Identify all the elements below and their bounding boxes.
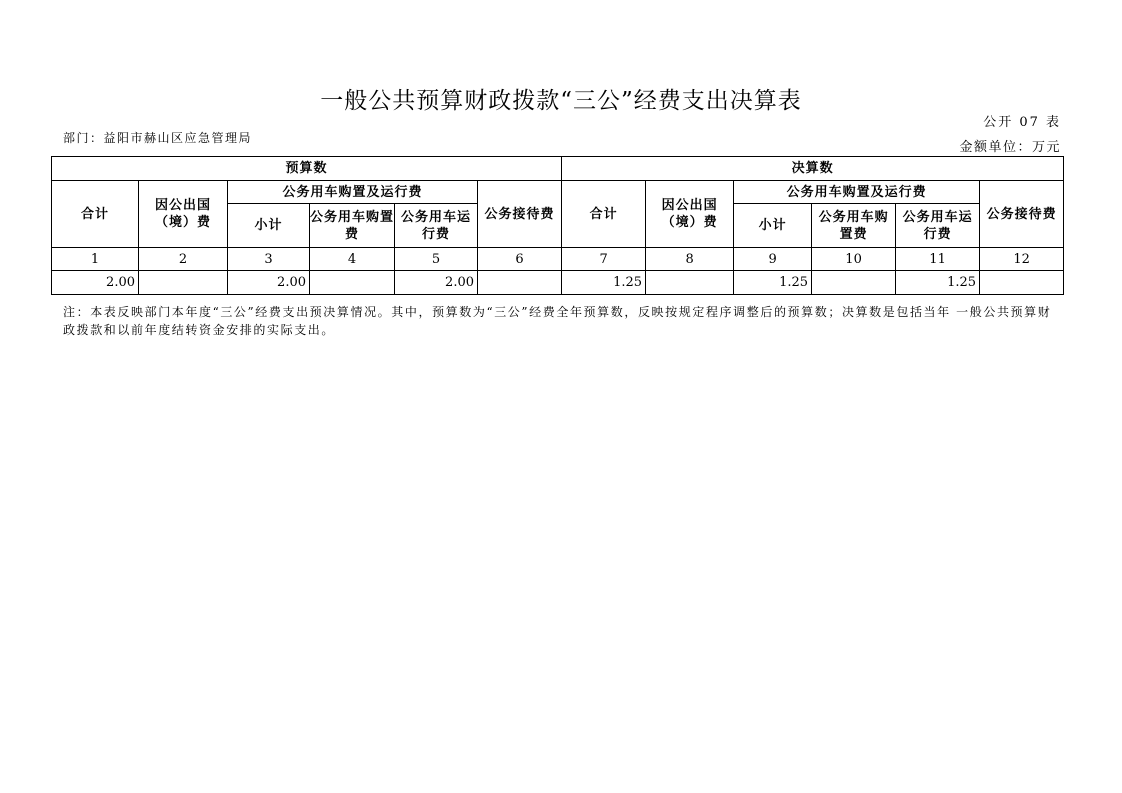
expense-table [51, 156, 1064, 295]
index-cell: 5 [395, 248, 478, 271]
index-cell: 7 [562, 248, 646, 271]
data-cell: 1.25 [734, 271, 812, 295]
header-final-group: 决算数 [562, 157, 1064, 181]
data-cell: 1.25 [562, 271, 646, 295]
header-final-vehicle-group: 公务用车购置及运行费 [734, 181, 980, 204]
data-cell [980, 271, 1064, 295]
data-cell: 2.00 [228, 271, 310, 295]
header-budget-vehicle-purchase: 公务用车购置费 [310, 204, 395, 248]
header-budget-vehicle-operation: 公务用车运行费 [395, 204, 478, 248]
header-final-total: 合计 [562, 181, 646, 248]
header-budget-vehicle-group: 公务用车购置及运行费 [228, 181, 478, 204]
department-label: 部门：益阳市赫山区应急管理局 [63, 131, 253, 145]
header-budget-subtotal: 小计 [228, 204, 310, 248]
data-cell: 2.00 [395, 271, 478, 295]
index-row [52, 248, 1064, 271]
data-cell: 2.00 [52, 271, 139, 295]
header-budget-group: 预算数 [52, 157, 562, 181]
amount-unit-label: 金额单位：万元 [959, 140, 1061, 155]
index-cell: 12 [980, 248, 1064, 271]
data-cell [812, 271, 896, 295]
header-budget-total: 合计 [52, 181, 139, 248]
header-budget-abroad: 因公出国（境）费 [139, 181, 228, 248]
index-cell: 1 [52, 248, 139, 271]
index-cell: 3 [228, 248, 310, 271]
header-final-subtotal: 小计 [734, 204, 812, 248]
header-budget-reception: 公务接待费 [478, 181, 562, 248]
index-cell: 6 [478, 248, 562, 271]
data-cell [310, 271, 395, 295]
index-cell: 8 [646, 248, 734, 271]
index-cell: 11 [896, 248, 980, 271]
header-final-reception: 公务接待费 [980, 181, 1064, 248]
data-row [52, 271, 1064, 295]
form-number: 公开 07 表 [983, 115, 1061, 130]
data-cell [478, 271, 562, 295]
index-cell: 2 [139, 248, 228, 271]
data-cell [139, 271, 228, 295]
index-cell: 9 [734, 248, 812, 271]
data-cell: 1.25 [896, 271, 980, 295]
header-final-abroad: 因公出国（境）费 [646, 181, 734, 248]
header-final-vehicle-operation: 公务用车运行费 [896, 204, 980, 248]
index-cell: 4 [310, 248, 395, 271]
footnote: 注：本表反映部门本年度“三公”经费支出预决算情况。其中，预算数为“三公”经费全年预算数，反映按规定程序调整后的预算数；决算数是包括当年 一般公共预算财政拨款和以前年度结转资金安排的实际支出。 [63, 305, 1052, 337]
page-title: 一般公共预算财政拨款“三公”经费支出决算表 [320, 88, 802, 114]
data-cell [646, 271, 734, 295]
header-final-vehicle-purchase: 公务用车购置费 [812, 204, 896, 248]
index-cell: 10 [812, 248, 896, 271]
